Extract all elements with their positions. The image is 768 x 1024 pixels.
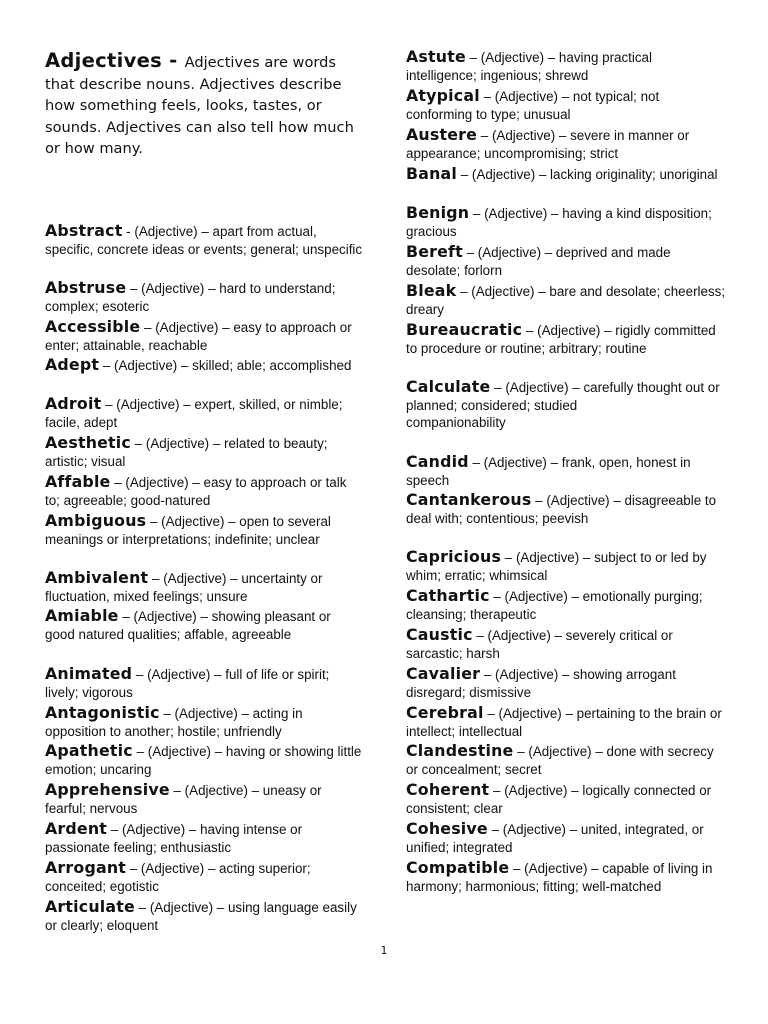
term-separator: – [132,667,148,682]
term-separator: – [134,900,150,915]
term-separator: – [148,571,164,586]
vocab-term: Articulate [45,897,135,916]
vocab-definition: (Adjective) – rigidly committed to procedure or routine; arbitrary; routine [406,323,716,356]
vocab-entry [406,282,726,318]
vocab-definition: (Adjective) – having practical intelligence; ingenious; shrewd [406,50,652,83]
intro-text: Adjectives are words that describe nouns. Adjectives describe how something feels, looks, tastes, or sounds. Adjectives can also tell how much or how many. [45,54,354,157]
vocab-definition: (Adjective) – uncertainty or fluctuation, mixed feelings; unsure [45,571,323,604]
vocab-term: Astute [406,47,466,66]
vocab-entry [45,859,363,895]
vocab-entry [406,48,726,84]
vocab-extra-line: companionability [406,415,506,431]
vocab-term: Ambiguous [45,511,147,530]
vocab-entry [406,820,726,856]
term-separator: – [509,861,525,876]
vocab-term: Aesthetic [45,433,131,452]
term-separator: – [490,380,506,395]
page-number: 1 [380,944,388,957]
vocab-entry [406,165,726,184]
vocab-definition: (Adjective) – lacking originality; unoriginal [471,167,718,182]
vocab-entry [45,473,363,509]
term-separator: - [122,224,135,239]
vocab-entry [45,781,363,817]
vocab-entry [45,704,363,740]
term-separator: – [457,167,472,182]
term-separator: – [522,323,538,338]
term-separator: – [469,206,485,221]
vocab-definition: (Adjective) – open to several meanings or interpretations; indefinite; unclear [45,514,331,547]
vocab-entry [45,569,363,605]
vocab-entry [45,665,363,701]
vocab-definition: (Adjective) – done with secrecy or concealment; secret [406,744,714,777]
vocab-entry [45,820,363,856]
vocab-term: Antagonistic [45,703,160,722]
vocab-term: Cathartic [406,586,490,605]
vocab-term: Candid [406,452,469,471]
vocab-definition: (Adjective) – apart from actual, specific, concrete ideas or events; general; unspecific [45,224,363,257]
vocab-term: Abstruse [45,278,127,297]
vocab-term: Coherent [406,780,490,799]
vocab-definition: (Adjective) – deprived and made desolate; forlorn [406,245,671,278]
term-separator: – [99,358,114,373]
vocab-entry [45,356,363,375]
term-separator: – [146,514,162,529]
vocab-entry [406,378,726,432]
vocab-entry [406,781,726,817]
vocab-term: Arrogant [45,858,127,877]
vocab-definition: (Adjective) – frank, open, honest in speech [406,455,691,488]
vocab-definition: (Adjective) – having intense or passionate feeling; enthusiastic [45,822,303,855]
vocab-entry [45,434,363,470]
term-separator: – [472,628,488,643]
vocab-term: Bereft [406,242,463,261]
term-separator: – [130,436,146,451]
term-separator: – [513,744,529,759]
vocab-entry [406,87,726,123]
vocab-term: Adroit [45,394,102,413]
term-separator: – [462,245,478,260]
vocab-term: Adept [45,355,100,374]
term-separator: – [126,281,142,296]
vocab-entry [406,548,726,584]
term-separator: – [126,861,141,876]
vocab-definition: (Adjective) – emotionally purging; cleansing; therapeutic [406,589,703,622]
vocab-term: Benign [406,203,470,222]
vocab-term: Clandestine [406,741,514,760]
vocab-term: Austere [406,125,478,144]
term-separator: – [107,822,122,837]
vocab-term: Cohesive [406,819,488,838]
vocab-definition: (Adjective) – showing pleasant or good natured qualities; affable, agreeable [45,609,331,642]
vocab-entry [406,126,726,162]
vocab-definition: (Adjective) – easy to approach or talk to; agreeable; good-natured [45,475,347,508]
vocab-term: Atypical [406,86,480,105]
vocab-entry [406,204,726,240]
vocab-term: Affable [45,472,111,491]
term-separator: – [468,455,484,470]
vocab-definition: (Adjective) – using language easily or clearly; eloquent [45,900,357,933]
vocab-definition: (Adjective) – severe in manner or appearance; uncompromising; strict [406,128,690,161]
vocab-definition: (Adjective) – logically connected or consistent; clear [406,783,712,816]
vocab-entry [45,742,363,778]
vocab-term: Apprehensive [45,780,170,799]
vocab-term: Abstract [45,221,123,240]
vocab-definition: (Adjective) – acting in opposition to another; hostile; unfriendly [45,706,303,739]
vocab-term: Cerebral [406,703,484,722]
vocab-term: Capricious [406,547,502,566]
vocab-definition: (Adjective) – expert, skilled, or nimble; facile, adept [45,397,343,430]
intro-heading: Adjectives - [45,49,185,72]
term-separator: – [477,128,492,143]
vocab-term: Ardent [45,819,108,838]
vocab-term: Amiable [45,606,119,625]
term-separator: – [531,493,547,508]
vocab-term: Accessible [45,317,141,336]
vocab-definition: (Adjective) – united, integrated, or unified; integrated [406,822,704,855]
term-separator: – [465,50,481,65]
vocab-definition: (Adjective) – uneasy or fearful; nervous [45,783,322,816]
term-separator: – [140,320,156,335]
vocab-entry [45,512,363,548]
vocab-entry [406,859,726,895]
vocab-term: Ambivalent [45,568,149,587]
vocab-term: Compatible [406,858,510,877]
vocab-entry [406,491,726,527]
term-separator: – [501,550,516,565]
vocab-definition: (Adjective) – subject to or led by whim; erratic; whimsical [406,550,707,583]
vocab-entry [406,243,726,279]
vocab-definition: (Adjective) – related to beauty; artistic; visual [45,436,328,469]
vocab-entry [45,318,363,354]
vocab-definition: (Adjective) – carefully thought out or planned; considered; studied [406,380,720,413]
vocab-definition: (Adjective) – showing arrogant disregard; dismissive [406,667,676,700]
term-separator: – [483,706,499,721]
vocab-entry [406,704,726,740]
term-separator: – [456,284,472,299]
vocab-entry [45,222,363,258]
vocab-definition: (Adjective) – skilled; able; accomplished [114,358,352,373]
vocab-definition: (Adjective) – pertaining to the brain or intellect; intellectual [406,706,722,739]
vocab-entry [406,453,726,489]
vocab-term: Cantankerous [406,490,532,509]
vocab-definition: (Adjective) – full of life or spirit; lively; vigorous [45,667,330,700]
vocab-definition: (Adjective) – severely critical or sarcastic; harsh [406,628,673,661]
vocab-definition: (Adjective) – having or showing little emotion; uncaring [45,744,362,777]
vocab-entry [45,607,363,643]
vocab-definition: (Adjective) – easy to approach or enter; attainable, reachable [45,320,352,353]
vocab-term: Bureaucratic [406,320,523,339]
term-separator: – [159,706,175,721]
vocab-definition: (Adjective) – disagreeable to deal with; contentious; peevish [406,493,717,526]
vocab-definition: (Adjective) – not typical; not conforming to type; unusual [406,89,660,122]
term-separator: – [480,667,496,682]
vocab-term: Caustic [406,625,473,644]
term-separator: – [101,397,117,412]
term-separator: – [489,589,505,604]
vocab-term: Banal [406,164,458,183]
vocab-entry [406,742,726,778]
vocab-entry [45,279,363,315]
vocab-entry [45,898,363,934]
vocab-entry [406,587,726,623]
term-separator: – [489,783,505,798]
vocab-definition: (Adjective) – bare and desolate; cheerless; dreary [406,284,726,317]
vocab-definition: (Adjective) – capable of living in harmony; harmonious; fitting; well-matched [406,861,713,894]
term-separator: – [110,475,126,490]
vocab-term: Animated [45,664,133,683]
term-separator: – [118,609,134,624]
vocab-term: Bleak [406,281,457,300]
vocab-term: Cavalier [406,664,481,683]
vocab-term: Calculate [406,377,491,396]
term-separator: – [132,744,148,759]
vocab-definition: (Adjective) – acting superior; conceited; egotistic [45,861,311,894]
term-separator: – [479,89,495,104]
vocab-definition: (Adjective) – hard to understand; complex; esoteric [45,281,336,314]
vocab-entry [406,626,726,662]
vocab-definition: (Adjective) – having a kind disposition; gracious [406,206,712,239]
vocab-entry [406,321,726,357]
intro-paragraph [45,50,367,160]
vocab-term: Apathetic [45,741,133,760]
vocab-entry [406,665,726,701]
term-separator: – [487,822,503,837]
term-separator: – [169,783,185,798]
vocab-entry [45,395,363,431]
